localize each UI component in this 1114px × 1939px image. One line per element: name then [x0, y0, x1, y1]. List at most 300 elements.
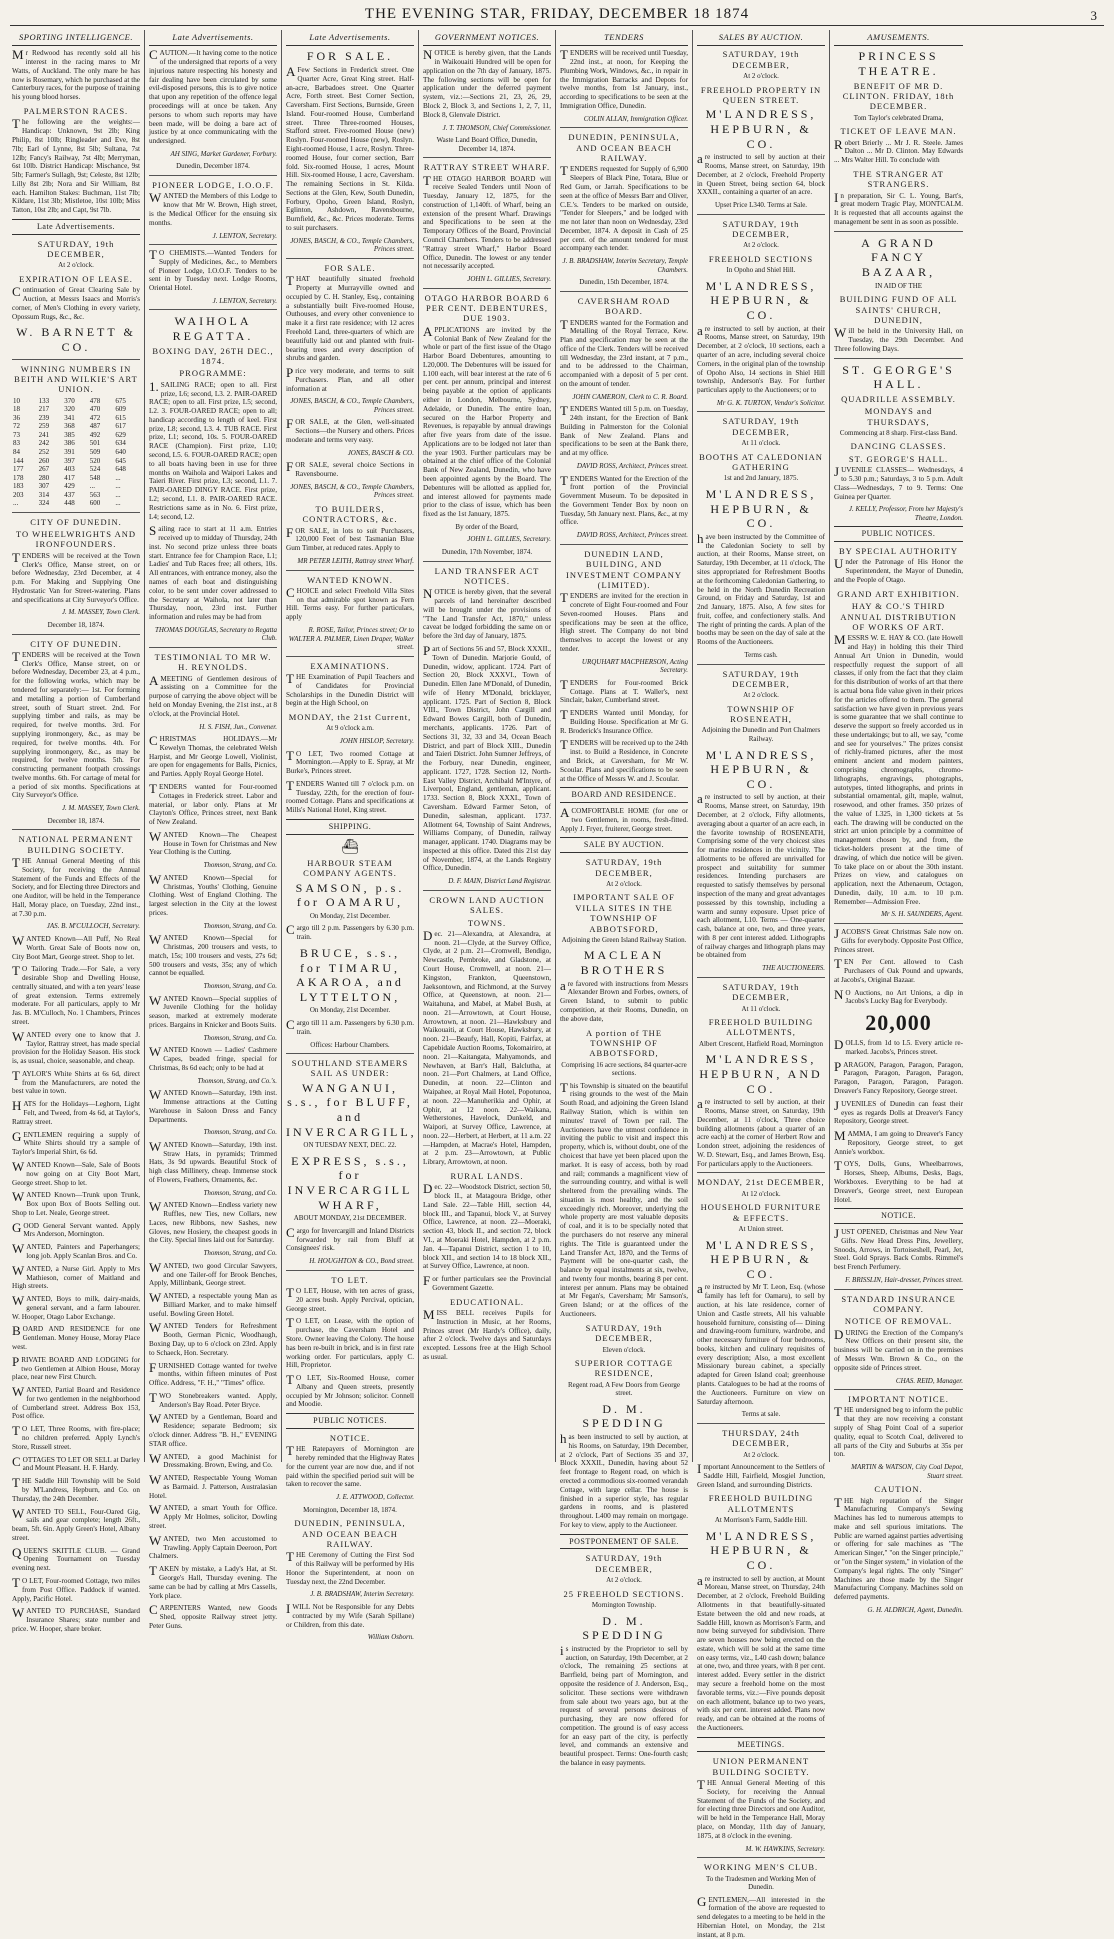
- table-cell: 36: [13, 413, 20, 422]
- ad-body: TENDERS Wanted till 7 o'clock p.m. on Tuesday, 22th, for the erection of four-roomed Cottage. Plans and specifications at Mills's National Hotel, King street.: [286, 777, 414, 815]
- table-cell: ...: [13, 499, 19, 508]
- ad-body: The following are the weights:—Handicap: Unknown, 9st 2lb; King Philip, 8st 10lb; Ringleader and Eve, 8st 7lb; Earl of Lynne, 8st 5lb; Sultana, 7st 12lb; Fancy's Railway, 7st 4lb; Merryman, 6st 10lb. District Handicap: Mischance, 9st 5lb; Farmer's Sullagh, 9st; Celeste, 8st 12lb; Lilly 8st 2lb; Nora and Sir William, 8st each. Hamilton Stakes: Buchman, 11st 7lb; Kildare, 11st 3lb; Mistletoe, 10st 10lb; Miss Tatton, 10st 2lb; and Capt, 9st 7lb.: [12, 116, 140, 215]
- ad-body: WANTED Known—All Puff, No Real Worth. Great Sale of Boots now on, City Boot Mart, George street. Shop to let.: [12, 932, 140, 961]
- ad-body: WANTED Known—Special for Christmas, Youths' Clothing, Genuine Clothing. West of England Clothing. The largest selection in the City at the lowest prices.: [149, 871, 277, 917]
- ad-heading: TO LET.: [331, 1274, 369, 1285]
- ad-heading: OTAGO HARBOR BOARD 6 PER CENT. DEBENTURES, DUE 1903.: [424, 292, 550, 324]
- divider: [560, 127, 688, 128]
- ad-signature: JOHN CAMERON, Clerk to C. R. Board.: [572, 392, 688, 401]
- ad-subline: At 9 o'clock a.m.: [326, 724, 374, 733]
- ad-heading: BENEFIT OF MR D. CLINTON. FRIDAY, 18th DECEMBER.: [842, 80, 955, 112]
- ad-signature: JONES, BASCH, & CO., Temple Chambers, Princes street.: [290, 397, 414, 414]
- ad-heading: TO WHEELWRIGHTS AND IRONFOUNDERS.: [15, 529, 137, 550]
- table-cell: 492: [89, 430, 101, 439]
- column-heading: SALES BY AUCTION.: [697, 30, 825, 46]
- ad-signature: J. B. BRADSHAW, Interim Secretary.: [310, 1590, 414, 1599]
- ad-signature: Thomson, Strang, and Co.: [203, 1033, 277, 1042]
- ad-heading: BOXING DAY, 26TH DEC., 1874.: [152, 345, 274, 367]
- ad-heading: WANTED KNOWN.: [307, 574, 393, 585]
- ad-body: WANTED by a Gentleman, Board and Residence; separate Bedroom; six o'clock dinner. Address "B. H.," EVENING STAR office.: [149, 1411, 277, 1448]
- table-cell: 617: [115, 422, 126, 431]
- ad-heading: STANDARD INSURANCE COMPANY.: [841, 1293, 956, 1314]
- ad-body: MAMMA, I am going to Dreaver's Fancy Repository, George street, to get Annie's workbox.: [834, 1128, 963, 1156]
- ad-body: FOR SALE, at the Glen, well-situated Sections—the Nursery and others. Prices moderate and terms very easy.: [286, 416, 414, 445]
- ad-body: MESSRS W. E. HAY & CO. (late Howell and Hay) in holding this their Third Annual Art Union in Dunedin, would respectfully request the support of all classes, if only from the fact that they claim for this distribution of works of art that there is actual bona fide value given in their prices for the articles offered to them. The general satisfaction we have given in previous years is some guarantee that we shall continue to deserve the support so freely accorded us in these undertakings; but to all, we say, "come and see for yourselves." The prizes consist of richly-framed pictures, after the most eminent ancient and modern painters, comprising chromographs, chromo-lithographs, engravings, photographs, autotypes, tinted lithographs, and prints in substantial ornamental, gilt, maple, walnut, rosewood, and other frames. 350 prizes of the value of L325, in 1,300 tickets at 5s each. The drawing will be conducted on the strict art union principle by a committee of management chosen by, and from, the ticket-holders present at the time of drawing, of which due notice will be given. To take place on or about the 30th instant. Prizes on view, and catalogues on application, next the Athenaeum, Octagon, Dunedin, daily, 10 a.m. to 10 p.m. Remember—Admission Free.: [834, 632, 963, 906]
- table-row: [12, 422, 140, 431]
- divider: [286, 656, 414, 657]
- table-cell: 645: [115, 456, 126, 465]
- masthead-title: THE EVENING STAR, FRIDAY, DECEMBER 18 1874: [364, 6, 750, 22]
- ad-body: WANTED, a Nurse Girl. Apply to Mrs Mathieson, corner of Maitland and High streets.: [12, 1262, 140, 1291]
- ad-subline: December 18, 1874.: [47, 621, 105, 630]
- ad-body: TAYLOR'S White Shirts at 6s 6d, direct from the Manufacturers, are noted the best value in town.: [12, 1067, 140, 1096]
- ad-body: AFew Sections in Frederick street. One Quarter Acre, Great King street. Half-an-acre, Barbadoes street. One Quarter Acre, Forth street. Best Corner Section, Caversham. First Sections, Burnside, Green Island. Four-roomed House, Cumberland street. Three Three-roomed Houses, Stafford street. Five-roomed House (new) Roslyn. Four-roomed House (new), Roslyn. Eight-roomed House, 1 acre, Roslyn. Three-roomed House, four corner section, Barr fold. Six-roomed House, 1 acres, Mount Hill. Six-roomed House, 1 acre, Caversham. The remaining Sections in St. Kilda. Sections at the Glen, Kew, South Dunedin, Forbury, Opoho, Green Island, Roslyn, Eglinton, Ashdown, Ravensbourne, Burnfield, &c., &c. Prices moderate. Terms to suit purchasers.: [286, 63, 414, 233]
- ad-signature: Mr G. K. TURTON, Vendor's Solicitor.: [716, 398, 825, 407]
- table-cell: 84: [13, 448, 20, 456]
- ad-body: WANTED, Boys to milk, dairy-maids, general servant, and a farm labourer. W. Hooper, Otago Labor Exchange.: [12, 1293, 140, 1321]
- ad-signature: M. W. HAWKINS, Secretary.: [745, 1844, 825, 1853]
- ad-heading: RATTRAY STREET WHARF.: [423, 162, 551, 173]
- table-row: [12, 431, 140, 440]
- divider: [12, 359, 140, 360]
- ad-signature: MARTIN & WATSON, City Coal Depot, Stuart street.: [851, 1463, 963, 1480]
- ad-heading: SATURDAY, 19th DECEMBER,: [722, 981, 800, 1003]
- table-cell: 429: [64, 482, 75, 491]
- ad-subline: By order of the Board,: [455, 522, 519, 531]
- ad-heading: TOWNS.: [467, 917, 507, 928]
- page-number: 3: [1090, 8, 1098, 23]
- table-cell: 472: [89, 413, 101, 422]
- ad-display-heading: PRINCESS THEATRE.: [858, 49, 939, 78]
- ad-body: TWO Stonebreakers wanted. Apply, Anderson's Bay Road. Peter Bryce.: [149, 1389, 277, 1409]
- ad-body: FURNISHED Cottage wanted for twelve months, within fifteen minutes of Post Office. Address, "F. H.," "Times" office.: [149, 1359, 277, 1388]
- ad-display-heading: MACLEAN BROTHERS: [580, 948, 668, 978]
- ad-body: COTTAGES TO LET OR SELL at Darley and Mount Pleasant. H. F. Hardy.: [12, 1453, 140, 1473]
- divider: [834, 231, 963, 232]
- ad-subline: At Union street.: [738, 1225, 784, 1234]
- ad-heading: EDUCATIONAL.: [449, 1296, 525, 1307]
- ad-display-heading: ST. GEORGE'S HALL.: [842, 362, 955, 392]
- ad-body: WANTED the Members of this Lodge to know that Mr W. Brown, High street, is the Medical Officer for the ensuing six months.: [149, 190, 277, 227]
- ad-body: TENDERS Wanted for the Erection of the front portion of the Provincial Government Museum. To be deposited in the Government Tender Box by noon on Tuesday, 5th January next. Plans, &c., at my office.: [560, 472, 688, 527]
- ad-body: NO Auctions, no Art Unions, a dip in Jacobs's Lucky Bag for Everybody.: [834, 986, 963, 1006]
- table-row: [12, 482, 140, 491]
- table-cell: 634: [115, 439, 126, 448]
- ad-body: TENDERS wanted for Four-roomed Cottages in Frederick street. Labor and material, or labor only. Plans at Mr Clayton's Office, Princes street, next Bank of New Zealand.: [149, 781, 277, 827]
- ad-signature: JONES, BASCH & CO.: [347, 448, 414, 457]
- table-cell: 320: [64, 405, 75, 414]
- divider: [149, 244, 277, 245]
- ad-subline: Tom Taylor's celebrated Drama,: [853, 113, 944, 122]
- ad-heading: CITY OF DUNEDIN.: [30, 516, 122, 527]
- table-cell: 144: [13, 456, 24, 465]
- ad-body: THE Examination of Pupil Teachers and of Candidates for Provincial Scholarships in the Dunedin District will begin at the High School, on: [286, 671, 414, 708]
- ad-body: Cargo for Invercargill and Inland Districts forwarded by rail from Bluff at Consignees' risk.: [286, 1224, 414, 1253]
- ad-subline: 1st and 2nd January, 1875.: [723, 474, 799, 483]
- ad-body: For further particulars see the Provincial Government Gazette.: [423, 1273, 551, 1292]
- ad-display-heading: M'LANDRESS, HEPBURN, & CO.: [705, 747, 817, 791]
- ad-heading: PROGRAMME:: [179, 368, 247, 379]
- ad-body: TEN Per Cent. allowed to Cash Purchasers of Oak Pound and upwards, at Jacobs's, Original Bazaar.: [834, 956, 963, 984]
- table-cell: 370: [64, 396, 75, 405]
- column-6: [693, 30, 830, 1939]
- ad-heading: PIONEER LODGE, I.O.O.F.: [152, 180, 274, 191]
- ad-subline: In Opoho and Shiel Hill.: [726, 266, 796, 275]
- masthead: [10, 6, 1104, 26]
- column-heading: SPORTING INTELLIGENCE.: [12, 30, 140, 46]
- ad-body: Dec. 22—Woodstock District, section 50, block II., at Matagoura Bridge, other Land Sale. 22—Table Hill, section 44, block III., and Tapanui, block V., at Survey Office, Lawrence, at noon. 22—Moeraki, section 43, block II., and section 72, block VI., at Moeraki Hotel, Hampden, at 2 p.m. Jan. 4—Tapanui District, section 1 to 10, block XII., and section 14 to 18 block XII., at Survey Office, Lawrence, at noon.: [423, 1181, 551, 1271]
- table-cell: 241: [38, 430, 50, 439]
- ad-subline: At 11 o'clock.: [741, 439, 781, 448]
- ad-subline: Regent road, A Few Doors from George street.: [567, 1380, 681, 1398]
- table-cell: 252: [38, 448, 50, 456]
- table-row: [12, 405, 140, 414]
- ad-subline: On Monday, 21st December.: [309, 911, 391, 920]
- table-cell: 73: [13, 430, 20, 439]
- ad-subline: At 2 o'clock.: [58, 261, 94, 270]
- ad-heading: THE STRANGER AT STRANGERS.: [853, 168, 944, 190]
- ad-body: APPLICATIONS are invited by the Colonial Bank of New Zealand for the whole or part of the first issue of the Otago Harbor Board Debentures, amounting to L20,000. The Debentures will be issued for L100 each, will bear interest at the rate of 6 per cent. per annum, principal and interest being payable at the option of applicants either in London, Melbourne, Sydney, Adelaide, or Dunedin. The entire loan, secured on the Harbor Property and Revenues, is repayable by annual drawings after five years from date of the issue. Applications are to be lodged not later than the year 1903. Further particulars may be obtained at the chief office of the Colonial Bank of New Zealand, Dunedin, who have been appointed agents by the Board. The Debentures will be allotted as applied for, and interest allowed for payments made prior to the class of issue, which has been fixed as the 1st January, 1875.: [423, 323, 551, 519]
- ad-heading: A portion of THE TOWNSHIP OF ABBOTSFORD,: [585, 1027, 663, 1059]
- ad-body: NOTICE is hereby given, that the several parcels of land hereinafter described will be brought under the provisions of "The Land Transfer Act, 1870," unless caveat be lodged forbidding the same on or before the 3rd day of January, 1875.: [423, 586, 551, 641]
- ad-body: GENTLEMEN requiring a supply of White Shirts should try a sample of Taylor's Imperial Shirt, 6s 6d.: [12, 1128, 140, 1157]
- divider: [286, 570, 414, 571]
- ad-body: Robert Brierly ... Mr J. R. Steele. James Dalton ... Mr D. Clinton. May Edwards ... Mrs Walter Hill. To conclude with: [834, 136, 963, 165]
- ad-body: DURING the Erection of the Company's New Offices on their present site, the business will be carried on in the premises of Messrs Wm. Brown & Co., on the opposite side of Princes street.: [834, 1326, 963, 1372]
- ad-body: TO Tailoring Trade.—For Sale, a very desirable Shop and Dwelling House, centrally situated, and with a ten years' lease of great extension. Terms extremely moderate. For all particulars, apply to Mr Jas. B. M'Culloch, No. 1 Chambers, Princes street.: [12, 963, 140, 1026]
- ad-body: QUEEN'S SKITTLE CLUB. — Grand Opening Tournament on Tuesday evening next.: [12, 1544, 140, 1573]
- ad-body: TENDERS will be received until Tuesday, 22nd inst., at noon, for Keeping the Plumbing Work, Windows, &c., in repair in the Immigration Barracks and Depots for twelve months, from 1st January, inst., according to specifications to be seen at the Immigration Office, Dunedin.: [560, 47, 688, 111]
- ad-body: THE high reputation of the Singer Manufacturing Company's Sewing Machines has led to numerous attempts to make and sell spurious imitations. The Public are warned against parties advertising or offering for sale machines as "The American Singer," "on the Singer principle," or "on the Singer system," in violation of the Company's legal rights. The only "Singer" Machines are those made by the Singer Manufacturing Company. Machines sold on deferred payments.: [834, 1494, 963, 1602]
- ad-body: WANTED TO PURCHASE, Standard Insurance Shares; state number and price. W. Hooper, share broker.: [12, 1605, 140, 1633]
- table-cell: 648: [115, 465, 126, 474]
- ad-display-heading: M'LANDRESS, HEPBURN, & CO.: [705, 1528, 817, 1572]
- divider: [423, 561, 551, 562]
- ad-body: Will be held in the University Hall, on Tuesday, the 29th December. And Three following Days.: [834, 325, 963, 353]
- ad-body: WANTED, a smart Youth for Office. Apply Mr Holmes, solicitor, Dowling street.: [149, 1502, 277, 1531]
- ad-body: are favored with instructions from Messrs Alexander Brown and Forbes, owners, of Green Island, to submit to public competition, at their Rooms, Dunedin, on the above date,: [560, 977, 688, 1023]
- ad-body: WANTED Known—Special supplies of Juvenile Clothing for the holiday season, marked at extremely moderate prices. Bargains in Knicker and Boots Suits.: [149, 992, 277, 1030]
- ad-signature: MR PETER LEITH, Rattray street Wharf.: [297, 557, 414, 566]
- ad-signature: Thomson, Strang, and Co.: [203, 1249, 277, 1258]
- ad-body: WANTED Known—The Cheapest House in Town for Christmas and New Year Clothing is the Cutting.: [149, 828, 277, 857]
- ad-signature: AH SING, Market Gardener, Forbury.: [170, 149, 277, 158]
- ad-body: CHRISTMAS HOLIDAYS.—Mr Kewelyn Thomas, the celebrated Welsh Harpist, and Mr George Lowell, Violinist, are open for engagements for Balls, Picnics, and Parties. Apply Royal George Hotel.: [149, 733, 277, 779]
- ad-subline: Eleven o'clock.: [602, 1345, 646, 1354]
- ad-body: THE Annual General Meeting of this Society, for receiving the Annual Statement of the Funds and Effects of the Society, and for Electing three Directors and one Auditor, will be held in the Temperance Hall, Moray place, on Tuesday, 22nd inst., at 7.30 p.m.: [12, 854, 140, 918]
- ad-body: has been instructed to sell by auction, at his Rooms, on Saturday, 19th December, at 2 o'clock, Part of Sections 35 and 37, Block XXXII., Dunedin, having about 52 feet frontage to Regent road, on which is erected a commodious six-roomed verandah Cottage, with large cellar. The house is finished in a superior style, has regular gardens in rooms, and is plastered throughout. L400 may remain on mortgage. For key to view, apply to the Auctioneer.: [560, 1431, 688, 1529]
- ad-heading: DANCING CLASSES.: [850, 441, 947, 452]
- ad-heading: EXPIRATION OF LEASE.: [19, 274, 133, 284]
- table-cell: 280: [38, 473, 50, 482]
- ad-subline: Mornington, December 18, 1874.: [303, 1505, 397, 1514]
- ad-heading: NATIONAL PERMANENT BUILDING SOCIETY.: [18, 834, 134, 855]
- ad-body: FOR SALE, several choice Sections in Ravensbourne.: [286, 459, 414, 479]
- ad-body: TENDERS will be received at the Town Clerk's Office, Manse street, on or before Wednesday, 23rd December, at 4 p.m. For Making and Supplying One Hydrostatic Van for Street-watering. Plans and specifications at City Surveyor's Office.: [12, 549, 140, 604]
- ad-display-heading: M'LANDRESS, HEPBURN, & CO.: [705, 486, 817, 531]
- ad-body: THAT beautifully situated freehold Property at Murrayville owned and occupied by C. H. Stanley, Esq., containing a substantially built Five-roomed House, Outhouses, and every other convenience to make it a first rate residence; with 12 acres Freehold Land, three-quarters of which are beautifully laid out and planted with fruit-bearing trees and every description of shrubs and garden.: [286, 273, 414, 363]
- ad-signature: URQUHART MACPHERSON, Acting Secretary.: [581, 657, 688, 675]
- ad-body: WANTED Tenders for Refreshment Booth, German Picnic, Woodhaugh, Boxing Day, up to 6 o'clock on 23rd. Apply to Schaeck, Hon. Secretary.: [149, 1320, 277, 1357]
- ad-body: THE Annual General Meeting of this Society, for receiving the Annual Statement of the Funds of the Society, and for electing three Directors and one Auditor, will be held in the Temperance Hall, Moray place, on Monday, 11th day of January, 1875, at 8 o'clock in the evening.: [697, 1777, 825, 1840]
- table-cell: 470: [89, 405, 101, 414]
- ad-subline: Adjoining the Green Island Railway Station.: [561, 935, 687, 944]
- ad-body: WANTED, Respectable Young Woman as Barmaid. J. Patterson, Australasian Hotel.: [149, 1472, 277, 1500]
- ad-signature: Thomson, Strang, and Co.: [203, 1128, 277, 1137]
- divider: [834, 1289, 963, 1290]
- column-heading: AMUSEMENTS.: [834, 30, 963, 46]
- divider: [149, 647, 277, 648]
- ad-signature: Thomson, Strang, and Co.: [203, 1188, 277, 1197]
- ad-body: TO LET, Two roomed Cottage at Mornington.—Apply to E. Spray, at Mr Burke's, Princes street.: [286, 747, 414, 776]
- ad-body: is instructed by the Proprietor to sell by auction, on Saturday, 19th December, at 2 o'clock, The remaining 25 sections at Barrfield, being part of Mornington, and opposite the residence of J. Anderson, Esq., solicitor. These sections were withdrawn from sale about two years ago, but at the request of several persons desirous of purchasing, they are now offered for competition. The ground is of easy access for an easy part of the city, is perfectly level, and commands an extensive and beautiful prospect. Terms: One-fourth cash; the balance in easy payments.: [560, 1642, 688, 1767]
- ad-subline: IN AID OF THE: [874, 281, 923, 290]
- ad-body: are instructed by Mr T. Leon, Esq. (whose family has left for Oamaru), to sell by auction, at his late residence, corner of Union and Castle streets, All his valuable household furniture, consisting of— Dining and drawing-room furniture, wardrobe, and other necessary furniture of four bedrooms, books, kitchen and culinary requisites of every description; Also, a most excellent Missionary bureau cabinet, a specially adapted for Green Island coal; greenhouse plants. Catalogues to be had at the rooms of the Auctioneers. Furniture on view on Saturday afternoon.: [697, 1281, 825, 1406]
- ad-body: TO LET, House, with ten acres of grass, 20 acres bush. Apply Percival, optician, George street.: [286, 1285, 414, 1313]
- ad-heading: CROWN LAND AUCTION SALES.: [429, 894, 545, 916]
- column-heading: TENDERS: [560, 30, 688, 46]
- table-row: [12, 499, 140, 508]
- table-cell: 260: [38, 456, 50, 465]
- table-cell: ...: [115, 490, 121, 499]
- ad-subline: At 2 o'clock.: [743, 72, 779, 81]
- ad-subline: At 2 o'clock.: [743, 691, 779, 700]
- table-cell: 368: [64, 422, 75, 431]
- ad-body: WANTED, Painters and Paperhangers; long job. Apply Scanlan Bros. and Co.: [12, 1241, 140, 1260]
- table-cell: 448: [64, 499, 75, 508]
- ad-signature: JOHN L. GILLIES, Secretary.: [467, 275, 551, 284]
- table-cell: 520: [89, 456, 101, 465]
- ad-body: are instructed to sell by auction, at their Rooms, Manse street, on Saturday, 19th December, at 2 o'clock, 10 sections, each a quarter of an acre, including several choice Corners, in the original plan of the township of Opoho Also, 14 sections in Shiel Hill township, Anderson's Bay. For further particulars apply to the Auctioneers; or to: [697, 322, 825, 395]
- divider: [560, 291, 688, 292]
- ad-body: WANTED, a good Machinist for Dressmaking. Brown, Ewing, and Co.: [149, 1450, 277, 1470]
- table-cell: 18: [13, 405, 20, 414]
- table-cell: ...: [89, 482, 96, 491]
- ad-body: are instructed to sell by auction at their Rooms, Manse street, on Saturday, 19th December, at 2 o'clock, Freehold Property in Queen Street, being section 64, block XXXII., containing a quarter of an acre.: [697, 151, 825, 197]
- ad-heading: TO BUILDERS, CONTRACTORS, &c.: [302, 503, 398, 525]
- ad-body: WANTED, two good Circular Sawyers, and one Tailer-off for Brook Benches, Apply, Millinbank, George street.: [149, 1259, 277, 1288]
- ad-body: TO LET, Three Rooms, with fire-place; no children preferred. Apply Lynch's Store, Russell street.: [12, 1423, 140, 1451]
- divider: [12, 634, 140, 635]
- ad-display-heading: M'LANDRESS, HEPBURN, AND CO.: [699, 1052, 823, 1096]
- ad-body: Mr Redwood has recently sold all his interest in the racing mares to Mr Watts, of Auckland. The only mare he has now is Rosemary, which he purchased at the Canterbury races, for the purpose of training his young blood horses.: [12, 47, 140, 102]
- ad-signature: Thomson, Strang, and Co.: [203, 861, 277, 870]
- ad-subline: Dunedin, 17th November, 1874.: [441, 548, 533, 557]
- ad-body: TENDERS Wanted until Monday, for Building House. Specification at Mr G. R. Broderick's Insurance Office.: [560, 707, 688, 735]
- ad-body: FOR SALE, in lots to suit Purchasers, 120,000 Feet of best Tasmanian Blue Gum Timber, at reduced rates. Apply to: [286, 524, 414, 553]
- divider: [697, 1172, 825, 1173]
- divider: [149, 175, 277, 176]
- winning-numbers-table: [12, 397, 140, 508]
- table-cell: 548: [89, 473, 101, 482]
- ad-body: TENDERS will be received at the Town Clerk's Office, Manse street, on or before Wednesday, December 23, at 4 p.m., for the following works, which may be tendered for separately:— 1st. For forming and metalling a portion of Cumberland street, south of Stuart street. 2nd. For supplying timber and rails, as may be required, for twelve months. 3rd. For supplying ironmongery, &c., as may be required, for twelve months. 4th. For supplying ironmongery, &c., as may be required, for twelve months. 5th. For constructing permanent footpath crossings twelve months. 6th. For cartage of metal for a period of six months. Specifications at City Surveyor's Office.: [12, 648, 140, 800]
- ad-heading: DUNEDIN LAND, BUILDING, AND INVESTMENT COMPANY (LIMITED).: [566, 548, 682, 590]
- ad-subline: At 2 o'clock.: [606, 879, 642, 888]
- ad-heading: DUNEDIN, PENINSULA, AND OCEAN BEACH RAILWAY.: [568, 132, 680, 164]
- ad-body: PARAGON, Paragon, Paragon, Paragon, Paragon, Paragon, Paragon, Paragon, Paragon, Paragon, Paragon, Paragon. Dreaver's Fancy Repository, George street.: [834, 1058, 963, 1095]
- ad-heading: FREEHOLD PROPERTY IN QUEEN STREET.: [700, 84, 822, 105]
- table-row: [12, 457, 140, 466]
- table-cell: ...: [115, 482, 121, 491]
- table-cell: 437: [64, 490, 75, 499]
- divider: [834, 358, 963, 359]
- ad-body: CHOICE and select Freehold Villa Sites on that admirable spot known as Fern Hill. Terms easy. For further particulars, apply: [286, 584, 414, 622]
- ad-body: JUVENILES of Dunedin can feast their eyes as regards Dolls at Dreaver's Fancy Repository, George street.: [834, 1097, 963, 1126]
- ad-signature: JONES, BASCH, & CO., Temple Chambers, Princes street.: [290, 482, 414, 500]
- ad-heading: 25 FREEHOLD SECTIONS.: [563, 1588, 685, 1599]
- divider: [834, 923, 963, 924]
- ad-body: WANTED Known—Endless variety new Ruffles, new Ties, new Collars, new Laces, new Ribbons, new Sashes, new Gloves, new Hosiery, the cheapest goods in the City. Special lines laid out for Saturday.: [149, 1199, 277, 1245]
- ad-heading: QUADRILLE ASSEMBLY.: [841, 393, 956, 404]
- ad-signature: CHAS. REID, Manager.: [895, 1376, 963, 1385]
- ad-signature: J. M. MASSEY, Town Clerk.: [61, 608, 140, 617]
- ad-body: THE undersigned beg to inform the public that they are now receiving a constant supply of Shag Point Coal of a superior quality, equal to Scotch Coal, delivered to all parts of the City and Suburbs at 35s per ton.: [834, 1404, 963, 1459]
- ad-body: TENDERS for Four-roomed Brick Cottage. Plans at T. Waller's, next Sinclair, baker, Cumberland street.: [560, 676, 688, 705]
- ad-heading: WINNING NUMBERS IN BEITH AND WILKIE'S ART UNION.: [14, 363, 138, 395]
- ad-signature: R. ROSE, Tailor, Princes street; Or to WALTER A. PALMER, Linen Draper, Walker street.: [288, 626, 414, 652]
- section-banner: MEETINGS.: [697, 1737, 825, 1753]
- ad-body: TAKEN by mistake, a Lady's Hat, at St. George's Hall, Thursday evening. The same can be had by calling at Mrs Cassells, York place.: [149, 1563, 277, 1600]
- table-cell: 478: [89, 396, 101, 405]
- ad-body: TENDERS will be received up to the 24th inst. to Build a Residence, in Concrete and Brick, at Caversham, for Mr W. Scoular. Plans and specifications to be seen at the Office of Messrs W. and J. Scoular.: [560, 737, 688, 783]
- ad-body: JUVENILE CLASSES— Wednesdays, 4 to 5.30 p.m.; Saturdays, 3 to 5 p.m. Adult Class—Wednesdays, 7 to 9. Terms: One Guinea per Quarter.: [834, 464, 963, 501]
- ad-subline: Commencing at 8 sharp. First-class Band.: [839, 428, 958, 437]
- ad-signature: J. LENTON, Secretary.: [212, 231, 277, 240]
- divider: [286, 258, 414, 259]
- ad-signature: J. B. BRADSHAW, Interim Secretary, Temple Chambers.: [562, 257, 688, 274]
- table-row: [12, 474, 140, 483]
- ad-subline: Terms at sale.: [741, 1410, 781, 1419]
- table-cell: 600: [89, 499, 101, 508]
- ad-heading: FOR SALE.: [324, 262, 376, 273]
- column-heading: GOVERNMENT NOTICES.: [423, 30, 551, 46]
- table-cell: 267: [38, 465, 50, 474]
- ad-body: TENDERS requested for Supply of 6,900 Sleepers of Black Pine, Totara, Blue or Red Gum, or Jarrah. Specifications to be seen at the office of Messrs Barr and Oliver, C.E.'s. Tenders to be marked on outside, "Tender for Sleepers," and be lodged with me not later than noon on Wednesday, 23rd December, 1874. A deposit in Cash of 25 per cent. of the amount tendered for must accompany each tender.: [560, 163, 688, 253]
- ad-signature: H. HOUGHTON & CO., Bond street.: [309, 1257, 414, 1266]
- ad-heading: TICKET OF LEAVE MAN.: [840, 126, 957, 137]
- ad-heading: RURAL LANDS.: [450, 1170, 524, 1181]
- table-row: [12, 465, 140, 474]
- ad-subline: Albert Crescent, Hatfield Road, Mornington: [698, 1039, 824, 1048]
- section-banner: BOARD AND RESIDENCE.: [560, 787, 688, 803]
- ad-display-heading: M'LANDRESS, HEPBURN, & CO.: [705, 1237, 817, 1281]
- ad-subline: Dunedin, December 1874.: [176, 162, 250, 171]
- ad-display-heading: M'LANDRESS, HEPBURN, & CO.: [705, 278, 817, 323]
- divider: [697, 1857, 825, 1858]
- ad-body: JACOBS'S Great Christmas Sale now on. Gifts for everybody. Opposite Post Office, Princes street.: [834, 926, 963, 954]
- ad-subline: ON TUESDAY NEXT, DEC. 22.: [303, 1141, 397, 1150]
- ad-body: MISS BELL receives Pupils for Instruction in Music, at her Rooms, Princes street (Mr Hardy's Office), daily, after 2 o'clock. Twelve days and Saturdays excepted. Lessons free at the High School as usual.: [423, 1307, 551, 1361]
- table-cell: 10: [13, 396, 20, 405]
- table-cell: 259: [38, 422, 50, 431]
- ad-body: WANTED every one to know that J. Taylor, Rattray street, has made special provision for the Holiday Season. His stock is, as usual, choice, seasonable, and cheap.: [12, 1028, 140, 1066]
- table-cell: 177: [13, 465, 24, 474]
- table-row: [12, 491, 140, 500]
- ad-heading: TOWNSHIP OF ROSENEATH,: [727, 703, 795, 725]
- ad-body: Part of Sections 56 and 57, Block XXXII., Town of Dunedin. Marjorie Gould, of Dunedin, widow, applicant. 1724. Part of Section 20, Block XXXVI., Town of Dunedin. Ellen Jane M'Donald, of Dunedin, wife of Henry M'Donald, bricklayer, applicant. 1725. Part of Section 8, Block VIII., Town District, John Cargill and Edward Bowes Cargill, both of Dunedin, merchants, applicants. 1726. Part of Sections 31, 32, 33 and 34, Ocean Beach District, and part of Block XIII., Dunedin and Taieri District. John Sumner Jeffreys, of the Forbury, near Dunedin, engineer, applicant. 1727, 1728. Section 12, North-East Valley District, Archibald M'Intyre, of Liverpool, England, gentleman, applicant. 1733. Section 8, Block XXXI., Town of Caversham. Edward Farmer Seton, of Dunedin, salesman, applicant. 1737. Allotment 64, Township of Saint Andrews, Williams Company, of Dunedin, railway manager, applicant. 1740. Diagrams may be inspected at this office. Dated this 21st day of November, 1874, at the Lands Registry Office, Dunedin.: [423, 642, 551, 873]
- ad-heading: SUPERIOR COTTAGE RESIDENCE,: [574, 1358, 674, 1379]
- table-cell: 563: [89, 490, 101, 499]
- ad-signature: F. BRISSLIN, Hair-dresser, Princes street.: [845, 1276, 963, 1285]
- ad-subline: Comprising 16 acre sections, 84 quarter-acre sections.: [561, 1060, 687, 1078]
- ad-body: Price very moderate, and terms to suit Purchasers. Plan, and all other information at: [286, 365, 414, 393]
- ad-display-heading: WANGANUI, s.s., for BLUFF, and INVERCARGILL,: [286, 1080, 417, 1139]
- ad-body: TO LET, Four-roomed Cottage, two miles from Post Office. Paddock if wanted. Apply, Pacific Hotel.: [12, 1574, 140, 1603]
- ad-body: TO CHEMISTS.—Wanted Tenders for Supply of Medicines, &c., to Members of Pioneer Lodge, I.O.O.F. Tenders to be sent in by Tuesday next. Lodge Rooms, Oriental Hotel.: [149, 247, 277, 293]
- ad-subline: Terms cash.: [744, 650, 778, 659]
- ad-body: CARPENTERS Wanted, new Goods Shed, opposite Railway street jetty. Peter Guns.: [149, 1602, 277, 1630]
- ad-signature: Thomson, Strang, and Co.: [203, 921, 277, 930]
- ad-heading: HAY & CO.'S THIRD ANNUAL DISTRIBUTION OF WORKS OF ART.: [840, 601, 957, 632]
- ad-heading: CAVERSHAM ROAD BOARD.: [577, 295, 671, 317]
- ad-heading: ST. GEORGE'S HALL.: [848, 453, 949, 464]
- ad-body: ACOMFORTABLE HOME (for one or two Gentlemen, in rooms, fresh-fitted. Apply J. Fryer, fruiterer, George street.: [560, 805, 688, 833]
- ad-display-heading: A GRAND FANCY BAZAAR,: [861, 235, 936, 280]
- ad-body: are instructed to sell by auction, at Mount Moreau, Manse street, on Thursday, 24th December, at 2 o'clock, Freehold Building Allotments in that beautifully-situated Estate between the old and new roads, at Saddle Hill, known as Morrison's Farm, and now being surveyed for subdivision. There are seven houses now being erected on the estate, which will be sold at the same time on easy terms, viz., L40 cash down; balance at one, two, and three years, with 8 per cent. interest added. Every settler in the district may secure a freehold home on the most favorable terms, viz.:—Five pounds deposit on each allotment, balance up to two years, with six per cent. interest added. Plans now ready, and can be obtained at the rooms of the Auctioneers.: [697, 1572, 825, 1732]
- table-cell: 242: [38, 439, 50, 448]
- table-cell: 640: [115, 448, 126, 456]
- ad-heading: DUNEDIN, PENINSULA, AND OCEAN BEACH RAILWAY.: [294, 1518, 406, 1549]
- ad-signature: Mr S. H. SAUNDERS, Agent.: [881, 910, 963, 919]
- ad-heading: IMPORTANT SALE OF VILLA SITES IN THE TOWNSHIP OF ABBOTSFORD,: [573, 892, 675, 934]
- ad-body: TO LET, Six-Roomed House, corner Albany and Queen streets, presently occupied by Mr Johnson; solicitor. Connell and Moodie.: [286, 1372, 414, 1409]
- section-banner: PUBLIC NOTICES.: [286, 1413, 414, 1429]
- ad-body: CAUTION.—It having come to the notice of the undersigned that reports of a very injurious nature respecting his honesty and fair dealing have been circulated by some evil-disposed persons, this is to give notice that upon any repetition of the offence legal proceedings will at once be taken. Any persons to whom such reports may have been made, will be doing a bare act of justice by at once communicating with the undersigned.: [149, 47, 277, 146]
- ad-subline: At 2 o'clock.: [743, 241, 779, 250]
- ad-body: This Township is situated on the beautiful rising grounds to the west of the Main South Road, and adjoining the Green Island Railway Station, which is within ten minutes' travel of Town per rail. The Auctioneers have the utmost confidence in inviting the public to visit and inspect this property, which is, without doubt, one of the choicest that have yet been placed upon the market. It is easy of access, both by road and rail; commands a magnificent view of the surrounding country, and withal is well sheltered from the prevailing winds. The situation is most healthy, and the soil exceedingly rich. Moreover, underlying the whole property are most valuable deposits of coal, and it is to be specially noted that the purchasers do not reserve any mineral rights. The Title is guaranteed under the Land Transfer Act, 1870, and the Terms of Payment will be one-quarter cash, the balance by equal instalments at six, twelve, and twenty four months, bearing 8 per cent. interest per annum. Plans may be obtained at Mr Fegan's, Caversham; Mr Samson's, Green Island; or at the offices of the Auctioneers.: [560, 1079, 688, 1319]
- divider: [286, 1053, 414, 1054]
- ad-signature: J. E. ATTWOOD, Collector.: [336, 1493, 414, 1502]
- ad-signature: JOHN L. GILLIES, Secretary.: [467, 535, 551, 544]
- ad-heading: BY SPECIAL AUTHORITY: [838, 546, 958, 557]
- ad-body: PRIVATE BOARD AND LODGING for two Gentlemen at Albion House, Moray place, near new First Church.: [12, 1353, 140, 1382]
- ad-body: Cargo till 11 a.m. Passengers by 6.30 p.m. train.: [286, 1016, 414, 1036]
- table-cell: 341: [64, 413, 75, 422]
- table-cell: 314: [38, 490, 50, 499]
- section-banner: POSTPONEMENT OF SALE.: [560, 1534, 688, 1550]
- divider: [149, 309, 277, 310]
- ad-subline: At 2 o'clock.: [606, 1576, 642, 1585]
- table-cell: 72: [13, 422, 20, 431]
- ad-subline: Dunedin, 15th December, 1874.: [579, 278, 669, 287]
- ad-body: WANTED, a respectable young Man as Billiard Marker, and to make himself useful. Bowling Green Hotel.: [149, 1290, 277, 1318]
- ad-body: 1.SAILING RACE; open to all. First prize, L6; second, L3. 2. PAIR-OARED RACE; open to all. First prize, L5; second, L2. 3. FOUR-OARED RACE; open to all; handicap according to length of keel. First prize, L8; second, L3. 4. TUB RACE. First prize, L1; second, 10s. 5. FOUR-OARED RACE (Champion). First prize, L10; second, L5. 6. FOUR-OARED RACE; open to all boats having been in use for three months on Waihola and Waipori Lakes and Taieri River. First prize, L3; second, L1. 7. PAIR-OARED DINGY RACE. First prize, L2; second, L1. 8. PAIR-OARED RACE. Restrictions same as in No. 6. First prize, L4; second, L2.: [149, 378, 277, 521]
- table-cell: 385: [64, 430, 75, 439]
- ad-subline: ABOUT MONDAY, 21st DECEMBER.: [293, 1214, 407, 1223]
- ad-signature: THE AUCTIONEERS.: [762, 964, 825, 973]
- ad-body: GOOD General Servant wanted. Apply Mrs Anderson, Mornington.: [12, 1219, 140, 1239]
- divider: [12, 829, 140, 830]
- ad-body: TENDERS wanted for the Formation and Metalling of the Royal Terrace, Kew. Plan and specification may be seen at the office of the Clerk. Tenders will be received till Wednesday, the 23rd instant, at 7 p.m., and to be addressed to the Chairman, accompanied with a deposit of 5 per cent. on the amount of tender.: [560, 316, 688, 389]
- ad-signature: JONES, BASCH, & CO., Temple Chambers, Princes street.: [290, 236, 414, 254]
- ad-signature: J. T. THOMSON, Chief Commissioner.: [442, 123, 551, 132]
- ad-heading: SATURDAY, 19th DECEMBER,: [722, 668, 800, 689]
- table-cell: 629: [115, 430, 126, 439]
- divider: [697, 977, 825, 978]
- table-cell: 487: [89, 422, 101, 431]
- ad-display-heading: EXPRESS, s.s., for INVERCARGILL WHARF,: [287, 1153, 413, 1212]
- ship-icon: ⛴: [341, 839, 359, 855]
- ad-heading: HOUSEHOLD FURNITURE & EFFECTS.: [700, 1202, 822, 1223]
- ad-heading: FREEHOLD BUILDING ALLOTMENTS: [708, 1493, 814, 1514]
- ad-signature: J. M. MASSEY, Town Clerk.: [61, 804, 140, 813]
- ad-subline: Adjoining the Dunedin and Port Chalmers Railway.: [701, 726, 821, 743]
- table-cell: 83: [13, 439, 20, 448]
- ad-subline: Waste Land Board Office, Dunedin, December 14, 1874.: [436, 136, 538, 153]
- section-banner: NOTICE.: [834, 1208, 963, 1224]
- ad-signature: J. KELLY, Professor, From her Majesty's Theatre, London.: [848, 505, 963, 522]
- ad-heading: SATURDAY, 19th DECEMBER,: [585, 1553, 663, 1574]
